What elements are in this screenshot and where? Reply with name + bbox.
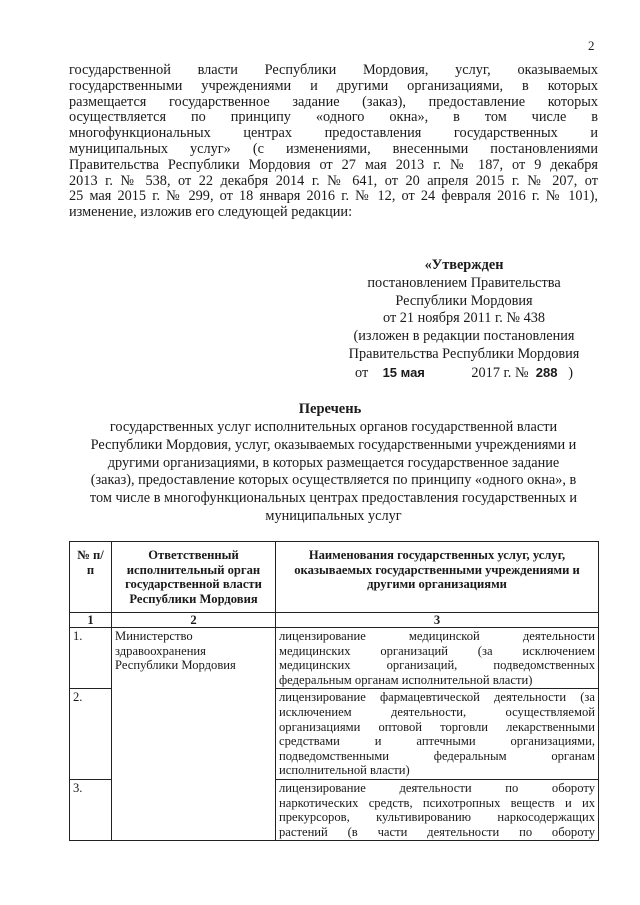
subtitle-line: Республики Мордовия, услуг, оказываемых государственными учреждениями и <box>90 436 577 453</box>
intro-line: Правительства Республики Мордовия от 27 мая 2013 г. № 187, от 9 декабря <box>69 156 598 173</box>
service-line: исполнительной власти) <box>279 763 410 778</box>
service-line: прекурсоров, культивированию наркосодержащих <box>279 810 595 825</box>
closing-paren: ) <box>568 364 573 381</box>
document-title: Перечень <box>298 401 362 417</box>
date-prefix: от <box>355 364 369 381</box>
service-line: средствами и аптечными организациями, <box>279 734 595 749</box>
subtitle-line: государственных услуг исполнительных органов государственной власти <box>109 419 558 435</box>
service-line: организациями оптовой торговли лекарственными <box>279 719 595 734</box>
intro-line: 25 мая 2015 г. № 299, от 18 января 2016 г. № 12, от 24 февраля 2016 г. № 101), <box>69 188 598 205</box>
column-number-row <box>70 613 599 628</box>
approval-heading: «Утвержден <box>424 257 504 273</box>
subtitle-line: том числе в многофункциональных центрах предоставления государственных и <box>89 490 578 507</box>
service-line: наркотических средств, психотропных веществ и их <box>279 795 595 810</box>
row-service <box>276 779 599 840</box>
page-number: 2 <box>588 38 595 53</box>
header-num: № п/п <box>70 542 112 613</box>
service-line: подведомственными федеральным органам <box>279 748 595 763</box>
intro-line: размещается государственное задание (заказ), предоставление которых <box>69 93 598 110</box>
row-number: 1. <box>70 628 112 689</box>
handwritten-date: 15 мая <box>382 364 425 380</box>
service-line: федеральным органам исполнительной власти) <box>279 672 533 687</box>
service-line: лицензирование фармацевтической деятельности (за <box>279 690 595 705</box>
subtitle-line: другими организациями, в которых размещается государственное задание <box>107 454 560 471</box>
service-line: лицензирование деятельности по обороту <box>279 780 595 795</box>
intro-line: государственной власти Республики Мордовия, услуг, оказываемых <box>69 62 598 78</box>
subtitle-line: (заказ), предоставление которых осуществляется по принципу «одного окна», в <box>90 472 577 489</box>
intro-line: государственными учреждениями и другими организациями, в которых <box>69 77 598 94</box>
table-row <box>70 628 599 689</box>
approval-date-line <box>328 364 600 383</box>
column-number: 2 <box>112 613 276 628</box>
subtitle-line: муниципальных услуг <box>265 507 402 524</box>
year-number-label: 2017 г. № <box>471 364 529 381</box>
header-services: Наименования государственных услуг, услуг, оказываемых государственными учреждениями и другими организациями <box>276 542 599 613</box>
intro-line: изменение, изложив его следующей редакции: <box>69 204 353 221</box>
header-authority: Ответственный исполнительный орган государственной власти Республики Мордовия <box>112 542 276 613</box>
column-number: 1 <box>70 613 112 628</box>
service-line: медицинских организаций (за исключением <box>279 643 595 658</box>
intro-line: муниципальных услуг» (с изменениями, внесенными постановлениями <box>69 140 598 157</box>
intro-paragraph <box>69 63 598 221</box>
approval-line: от 21 ноября 2011 г. № 438 <box>382 310 546 327</box>
approval-stamp-block <box>328 257 600 383</box>
document-subtitle <box>69 419 598 526</box>
row-service <box>276 689 599 780</box>
service-line: медицинских организаций, подведомственных <box>279 658 595 673</box>
approval-line: Республики Мордовия <box>395 292 533 309</box>
intro-line: многофункциональных центрах предоставления государственных и <box>69 125 598 142</box>
service-line: лицензирование медицинской деятельности <box>279 629 595 643</box>
approval-line: постановлением Правительства <box>367 274 561 291</box>
intro-line: осуществляется по принципу «одного окна», в том числе в <box>69 109 598 126</box>
service-line: растений (в части деятельности по обороту <box>279 824 595 839</box>
table-header-row <box>70 542 599 613</box>
approval-line: (изложен в редакции постановления <box>353 328 575 345</box>
row-number: 3. <box>70 779 112 840</box>
row-service <box>276 628 599 689</box>
row-authority: Министерство здравоохранения Республики Мордовия <box>112 628 276 841</box>
handwritten-number: 288 <box>535 364 558 380</box>
row-number: 2. <box>70 689 112 780</box>
service-line: исключением деятельности, осуществляемой <box>279 704 595 719</box>
intro-line: 2013 г. № 538, от 22 декабря 2014 г. № 641, от 20 апреля 2015 г. № 207, от <box>69 172 598 189</box>
column-number: 3 <box>276 613 599 628</box>
approval-line: Правительства Республики Мордовия <box>348 345 580 362</box>
services-table <box>69 541 599 841</box>
